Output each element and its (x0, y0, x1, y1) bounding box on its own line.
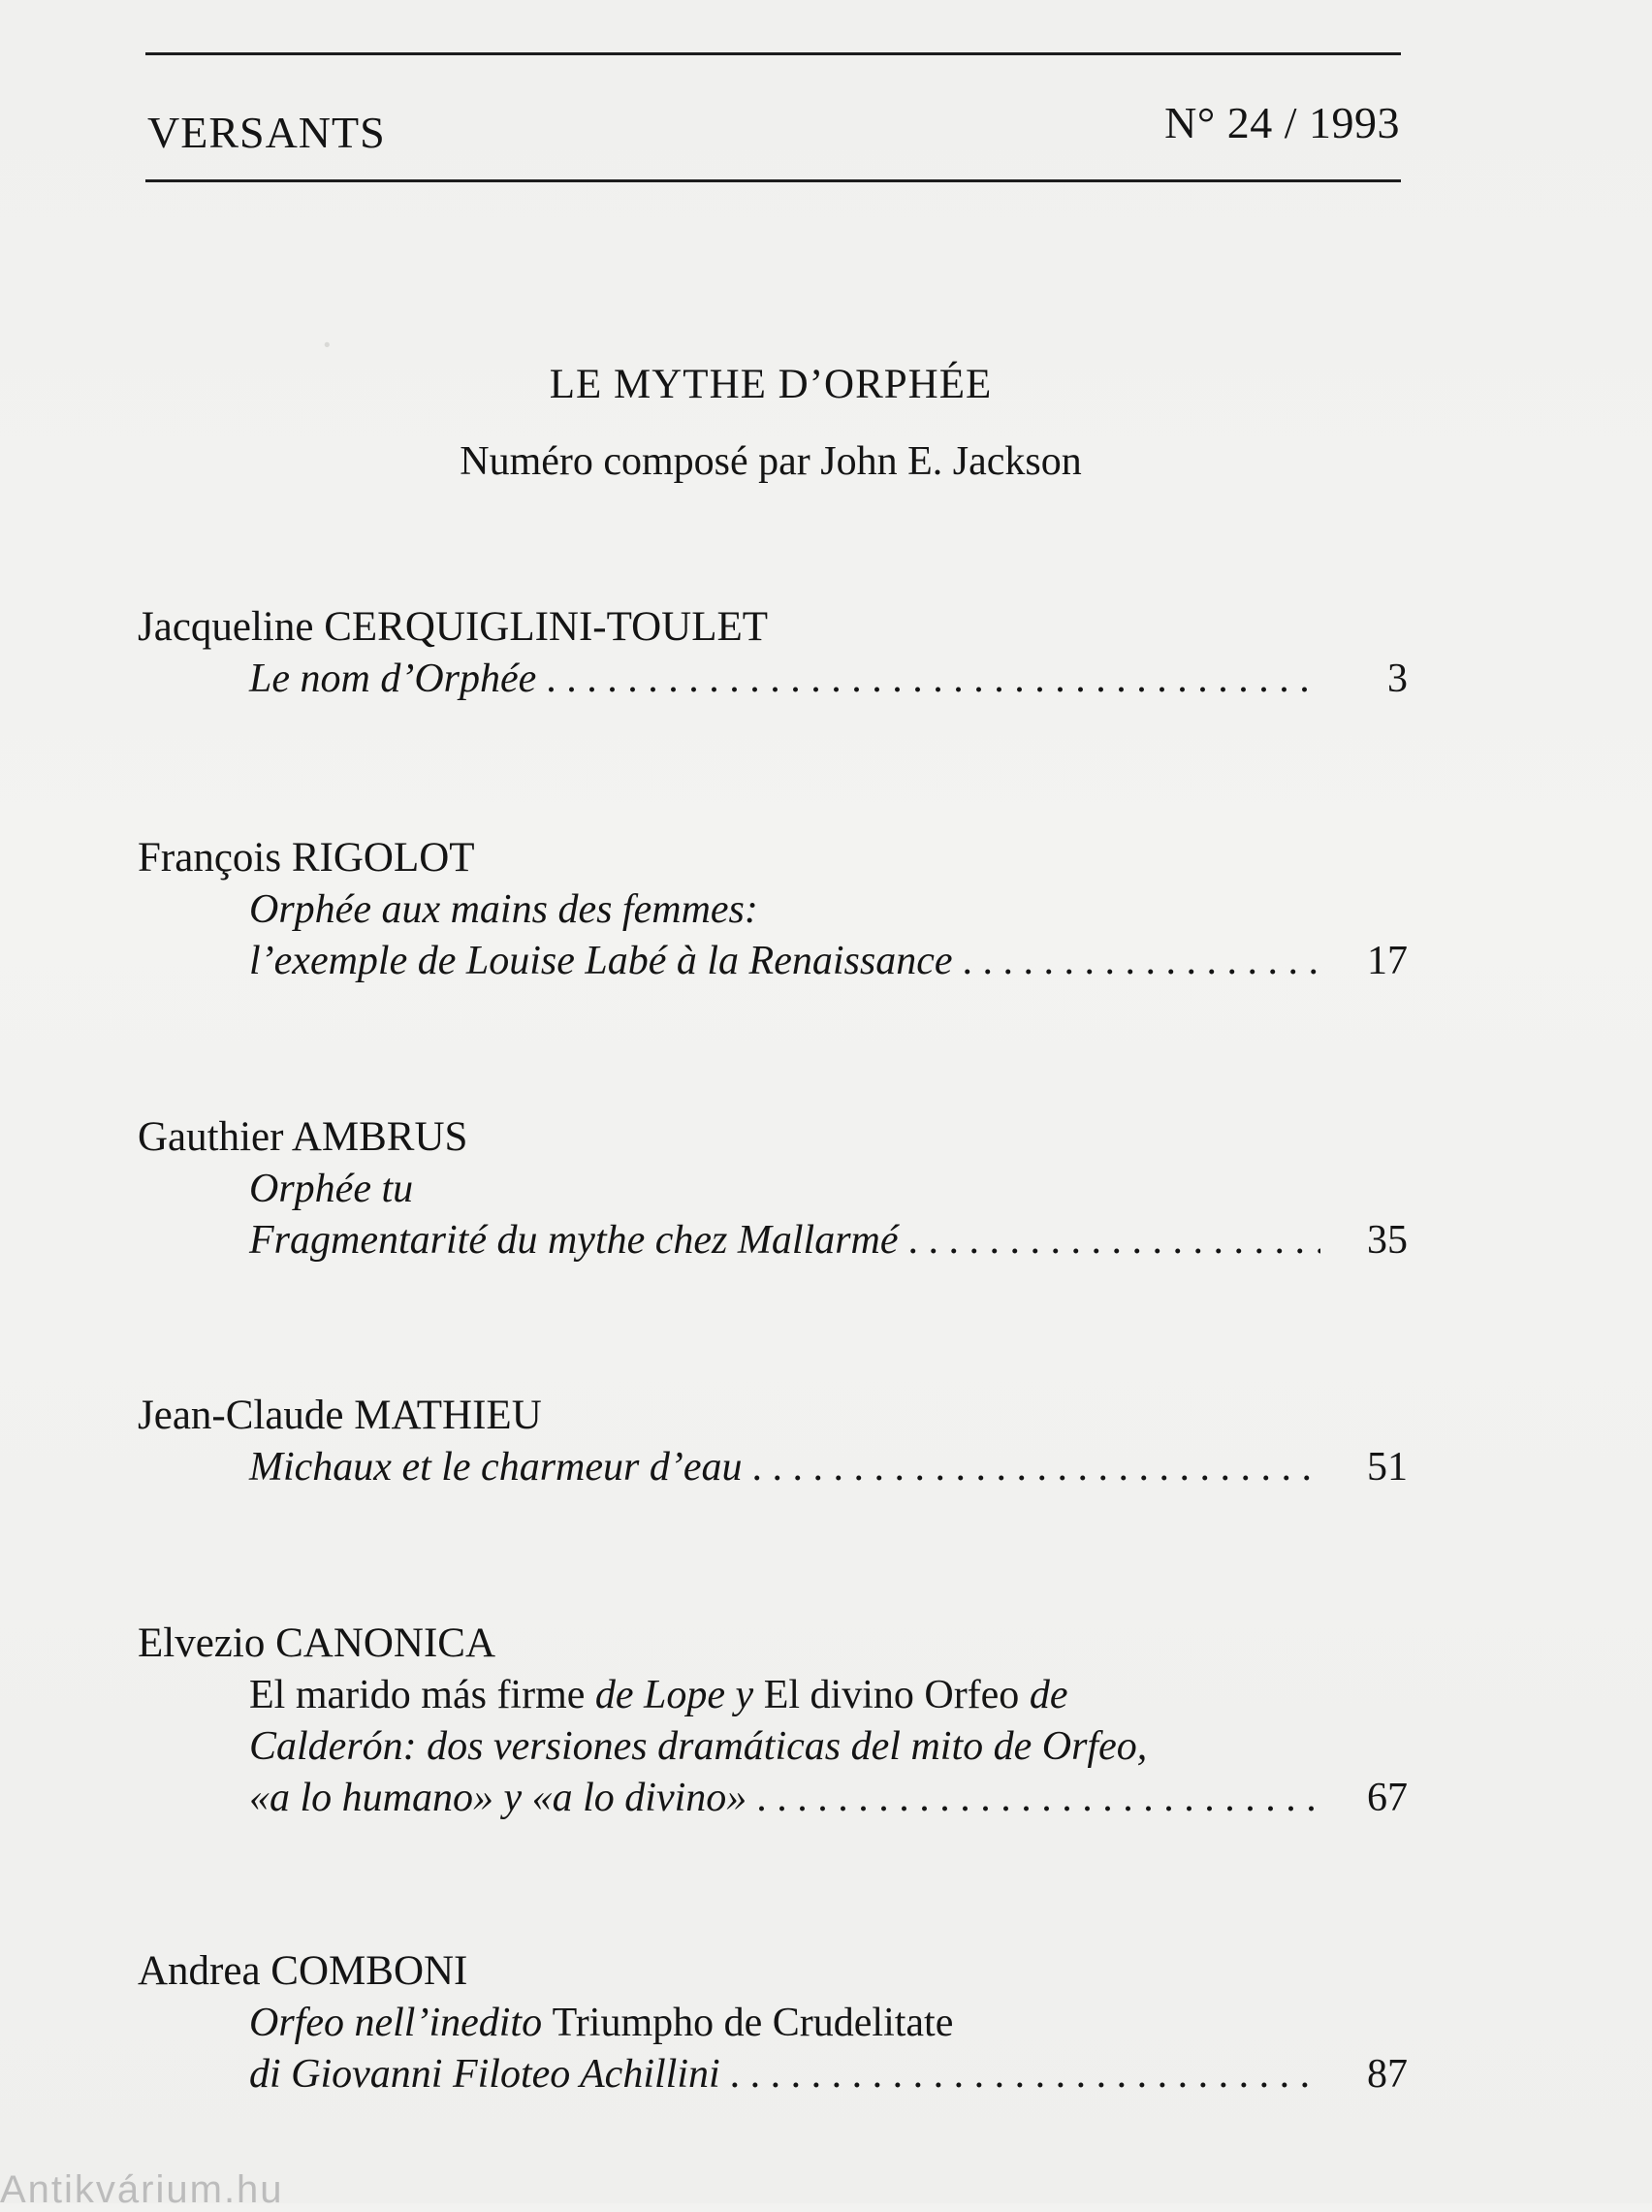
entry-author: Jean-Claude MATHIEU (138, 1393, 542, 1438)
page-number: 3 (1387, 657, 1408, 701)
issue-title: LE MYTHE D’ORPHÉE (549, 362, 993, 407)
entry-title-line (249, 884, 1408, 936)
entry-title-line (249, 1773, 1408, 1824)
dot-leader (756, 1773, 1320, 1824)
toc-entry (138, 1945, 1408, 2100)
entry-author: François RIGOLOT (138, 835, 475, 881)
entry-title-line (249, 654, 1408, 705)
play-title: El divino Orfeo (763, 1673, 1020, 1717)
dot-leader (752, 1442, 1321, 1493)
entry-title-line (249, 1670, 1408, 1721)
page-number: 17 (1367, 939, 1408, 983)
title-connector: de Lope y (585, 1673, 764, 1717)
entry-title: Orphée tu (249, 1167, 414, 1211)
entry-title: Calderón: dos versiones dramáticas del mito de Orfeo, (249, 1724, 1148, 1769)
entry-title-line (249, 936, 1408, 987)
entry-title-line (249, 1164, 1408, 1215)
entry-title: Fragmentarité du mythe chez Mallarmé (249, 1218, 899, 1263)
toc-entry (138, 601, 1408, 705)
title-connector: de (1019, 1673, 1068, 1717)
title-connector: Orfeo nell’inedito (249, 2001, 553, 2045)
header-bottom-rule (145, 179, 1401, 182)
toc-entry (138, 1618, 1408, 1824)
entry-author: Elvezio CANONICA (138, 1620, 496, 1666)
entry-author: Jacqueline CERQUIGLINI-TOULET (138, 604, 768, 650)
page-number: 87 (1367, 2052, 1408, 2097)
header-top-rule (145, 52, 1401, 55)
entry-title-line (249, 1215, 1408, 1266)
journal-name: VERSANTS (147, 108, 386, 157)
entry-title: di Giovanni Filoteo Achillini (249, 2052, 720, 2097)
entry-author: Gauthier AMBRUS (138, 1114, 468, 1160)
page-number: 67 (1367, 1776, 1408, 1820)
entry-title-line (249, 1998, 1408, 2049)
issue-editor: Numéro composé par John E. Jackson (460, 439, 1082, 484)
entry-title: Michaux et le charmeur d’eau (249, 1445, 743, 1490)
page-number: 51 (1367, 1445, 1408, 1490)
toc-entry (138, 1111, 1408, 1266)
show-through-text: · (320, 321, 334, 369)
play-title: El marido más firme (249, 1673, 586, 1717)
work-title: Triumpho de Crudelitate (552, 2001, 954, 2045)
entry-title: Le nom d’Orphée (249, 657, 537, 701)
entry-title-line (249, 1721, 1408, 1773)
dot-leader (908, 1215, 1320, 1266)
dot-leader (962, 936, 1320, 987)
issue-number: N° 24 / 1993 (1164, 98, 1400, 147)
entry-title-line (249, 2049, 1408, 2100)
entry-title: l’exemple de Louise Labé à la Renaissance (249, 939, 953, 983)
watermark: Antikvárium.hu (0, 2168, 284, 2211)
entry-title-line (249, 1442, 1408, 1493)
entry-title: «a lo humano» y «a lo divino» (249, 1776, 747, 1820)
page-number: 35 (1367, 1218, 1408, 1263)
entry-title: Orphée aux mains des femmes: (249, 887, 758, 932)
toc-entry (138, 832, 1408, 987)
entry-author: Andrea COMBONI (138, 1948, 468, 1994)
dot-leader (730, 2049, 1320, 2100)
toc-entry (138, 1390, 1408, 1493)
dot-leader (546, 654, 1320, 705)
